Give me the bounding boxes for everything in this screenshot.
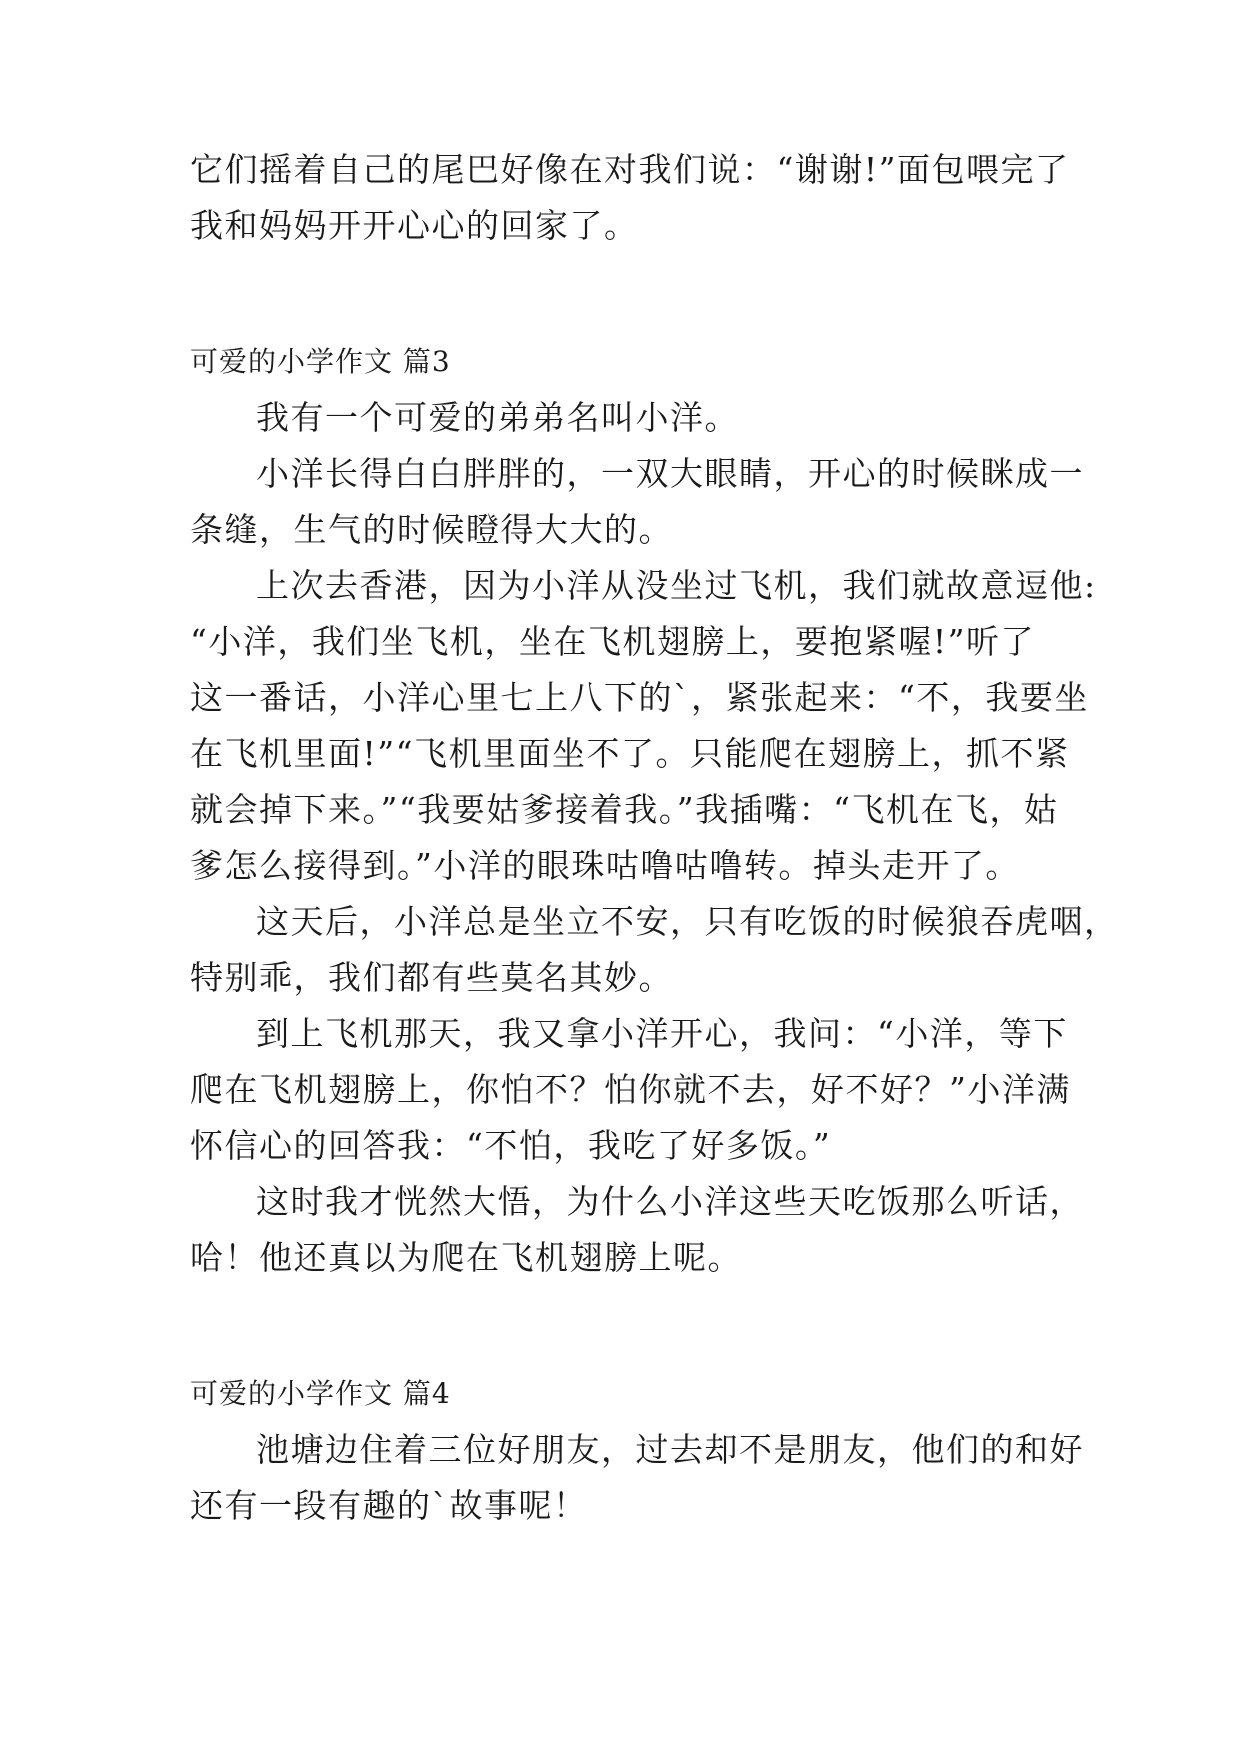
paragraph-line: 哈！他还真以为爬在飞机翅膀上呢。 <box>190 1238 742 1277</box>
paragraph-line: 条缝，生气的时候瞪得大大的。 <box>190 510 673 549</box>
paragraph-line: 就会掉下来。”“我要姑爹接着我。”我插嘴：“飞机在飞，姑 <box>190 790 1059 829</box>
paragraph-line: 爹怎么接得到。”小洋的眼珠咕噜咕噜转。掉头走开了。 <box>190 846 1020 885</box>
paragraph-line: 它们摇着自己的尾巴好像在对我们说：“谢谢!”面包喂完了 <box>190 150 1070 189</box>
paragraph-line: 到上飞机那天，我又拿小洋开心，我问：“小洋，等下 <box>256 1014 1068 1053</box>
paragraph-line: 小洋长得白白胖胖的，一双大眼睛，开心的时候眯成一 <box>256 454 1084 493</box>
paragraph-line: 这一番话，小洋心里七上八下的`，紧张起来：“不，我要坐 <box>190 678 1089 717</box>
paragraph-line: “小洋，我们坐飞机，坐在飞机翅膀上，要抱紧喔!”听了 <box>190 622 1036 661</box>
paragraph-line: 还有一段有趣的`故事呢！ <box>190 1486 588 1525</box>
paragraph-line: 上次去香港，因为小洋从没坐过飞机，我们就故意逗他: <box>256 566 1097 605</box>
paragraph-line: 池塘边住着三位好朋友，过去却不是朋友，他们的和好 <box>256 1430 1084 1469</box>
paragraph-line: 爬在飞机翅膀上，你怕不？怕你就不去，好不好？”小洋满 <box>190 1070 1071 1109</box>
paragraph-line: 在飞机里面!”“飞机里面坐不了。只能爬在翅膀上，抓不紧 <box>190 734 1070 773</box>
section-heading: 可爱的小学作文 篇4 <box>190 1377 451 1410</box>
section-heading: 可爱的小学作文 篇3 <box>190 345 451 378</box>
paragraph-line: 这天后，小洋总是坐立不安，只有吃饭的时候狼吞虎咽， <box>256 902 1119 941</box>
paragraph-line: 怀信心的回答我：“不怕，我吃了好多饭。” <box>190 1126 832 1165</box>
paragraph-line: 我和妈妈开开心心的回家了。 <box>190 206 639 245</box>
paragraph-line: 这时我才恍然大悟，为什么小洋这些天吃饭那么听话， <box>256 1182 1084 1221</box>
paragraph-line: 我有一个可爱的弟弟名叫小洋。 <box>256 398 739 437</box>
paragraph-line: 特别乖，我们都有些莫名其妙。 <box>190 958 673 997</box>
